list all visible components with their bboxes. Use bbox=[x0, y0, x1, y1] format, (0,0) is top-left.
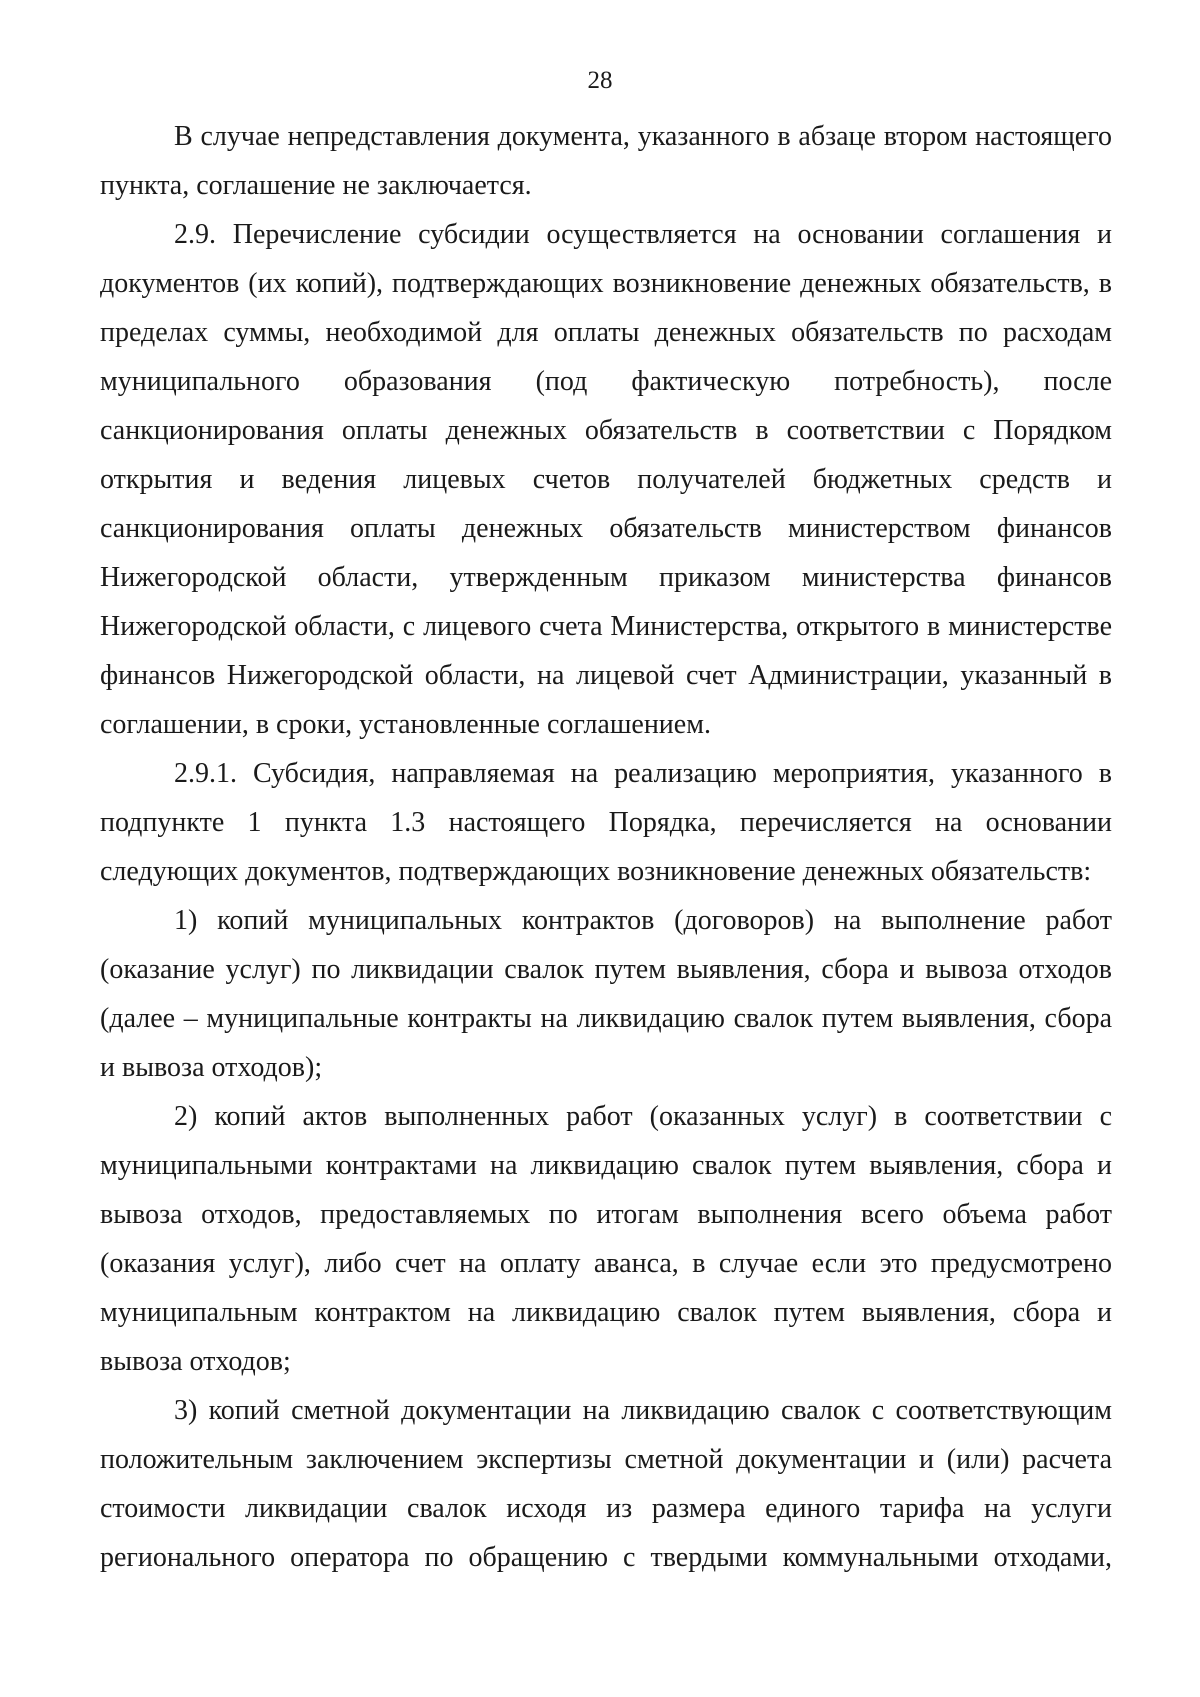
paragraph-2-9-1-subsidy: 2.9.1. Субсидия, направляемая на реализацию мероприятия, указанного в подпункте 1 пункта 1.3 настоящего Порядка, перечисляется на основании следующих документов, подтверждающих возникновение денежных обязательств: bbox=[100, 758, 1112, 887]
document-body bbox=[100, 112, 1112, 1582]
list-item-contracts: 1) копий муниципальных контрактов (договоров) на выполнение работ (оказание услуг) по ликвидации свалок путем выявления, сбора и вывоза отходов (далее – муниципальные контракты на ликвидацию свалок путем выявления, сбора и вывоза отходов); bbox=[100, 905, 1112, 1083]
paragraph-2-9-transfer: 2.9. Перечисление субсидии осуществляется на основании соглашения и документов (их копий), подтверждающих возникновение денежных обязательств, в пределах суммы, необходимой для оплаты денежных обязательств по расходам муниципального образования (под фактическую потребность), после санкционирования оплаты денежных обязательств в соответствии с Порядком открытия и ведения лицевых счетов получателей бюджетных средств и санкционирования оплаты денежных обязательств министерством финансов Нижегородской области, утвержденным приказом министерства финансов Нижегородской области, с лицевого счета Министерства, открытого в министерстве финансов Нижегородской области, на лицевой счет Администрации, указанный в соглашении, в сроки, установленные соглашением. bbox=[100, 219, 1112, 740]
list-item-estimates: 3) копий сметной документации на ликвидацию свалок с соответствующим положительным заключением экспертизы сметной документации и (или) расчета стоимости ликвидации свалок исходя из размера единого тарифа на услуги регионального оператора по обращению с твердыми коммунальными отходами, bbox=[100, 1395, 1112, 1573]
list-item-acts: 2) копий актов выполненных работ (оказанных услуг) в соответствии с муниципальными контрактами на ликвидацию свалок путем выявления, сбора и вывоза отходов, предоставляемых по итогам выполнения всего объема работ (оказания услуг), либо счет на оплату аванса, в случае если это предусмотрено муниципальным контрактом на ликвидацию свалок путем выявления, сбора и вывоза отходов; bbox=[100, 1101, 1112, 1377]
paragraph-non-submission: В случае непредставления документа, указанного в абзаце втором настоящего пункта, соглашение не заключается. bbox=[100, 121, 1112, 201]
page-number: 28 bbox=[587, 67, 613, 94]
